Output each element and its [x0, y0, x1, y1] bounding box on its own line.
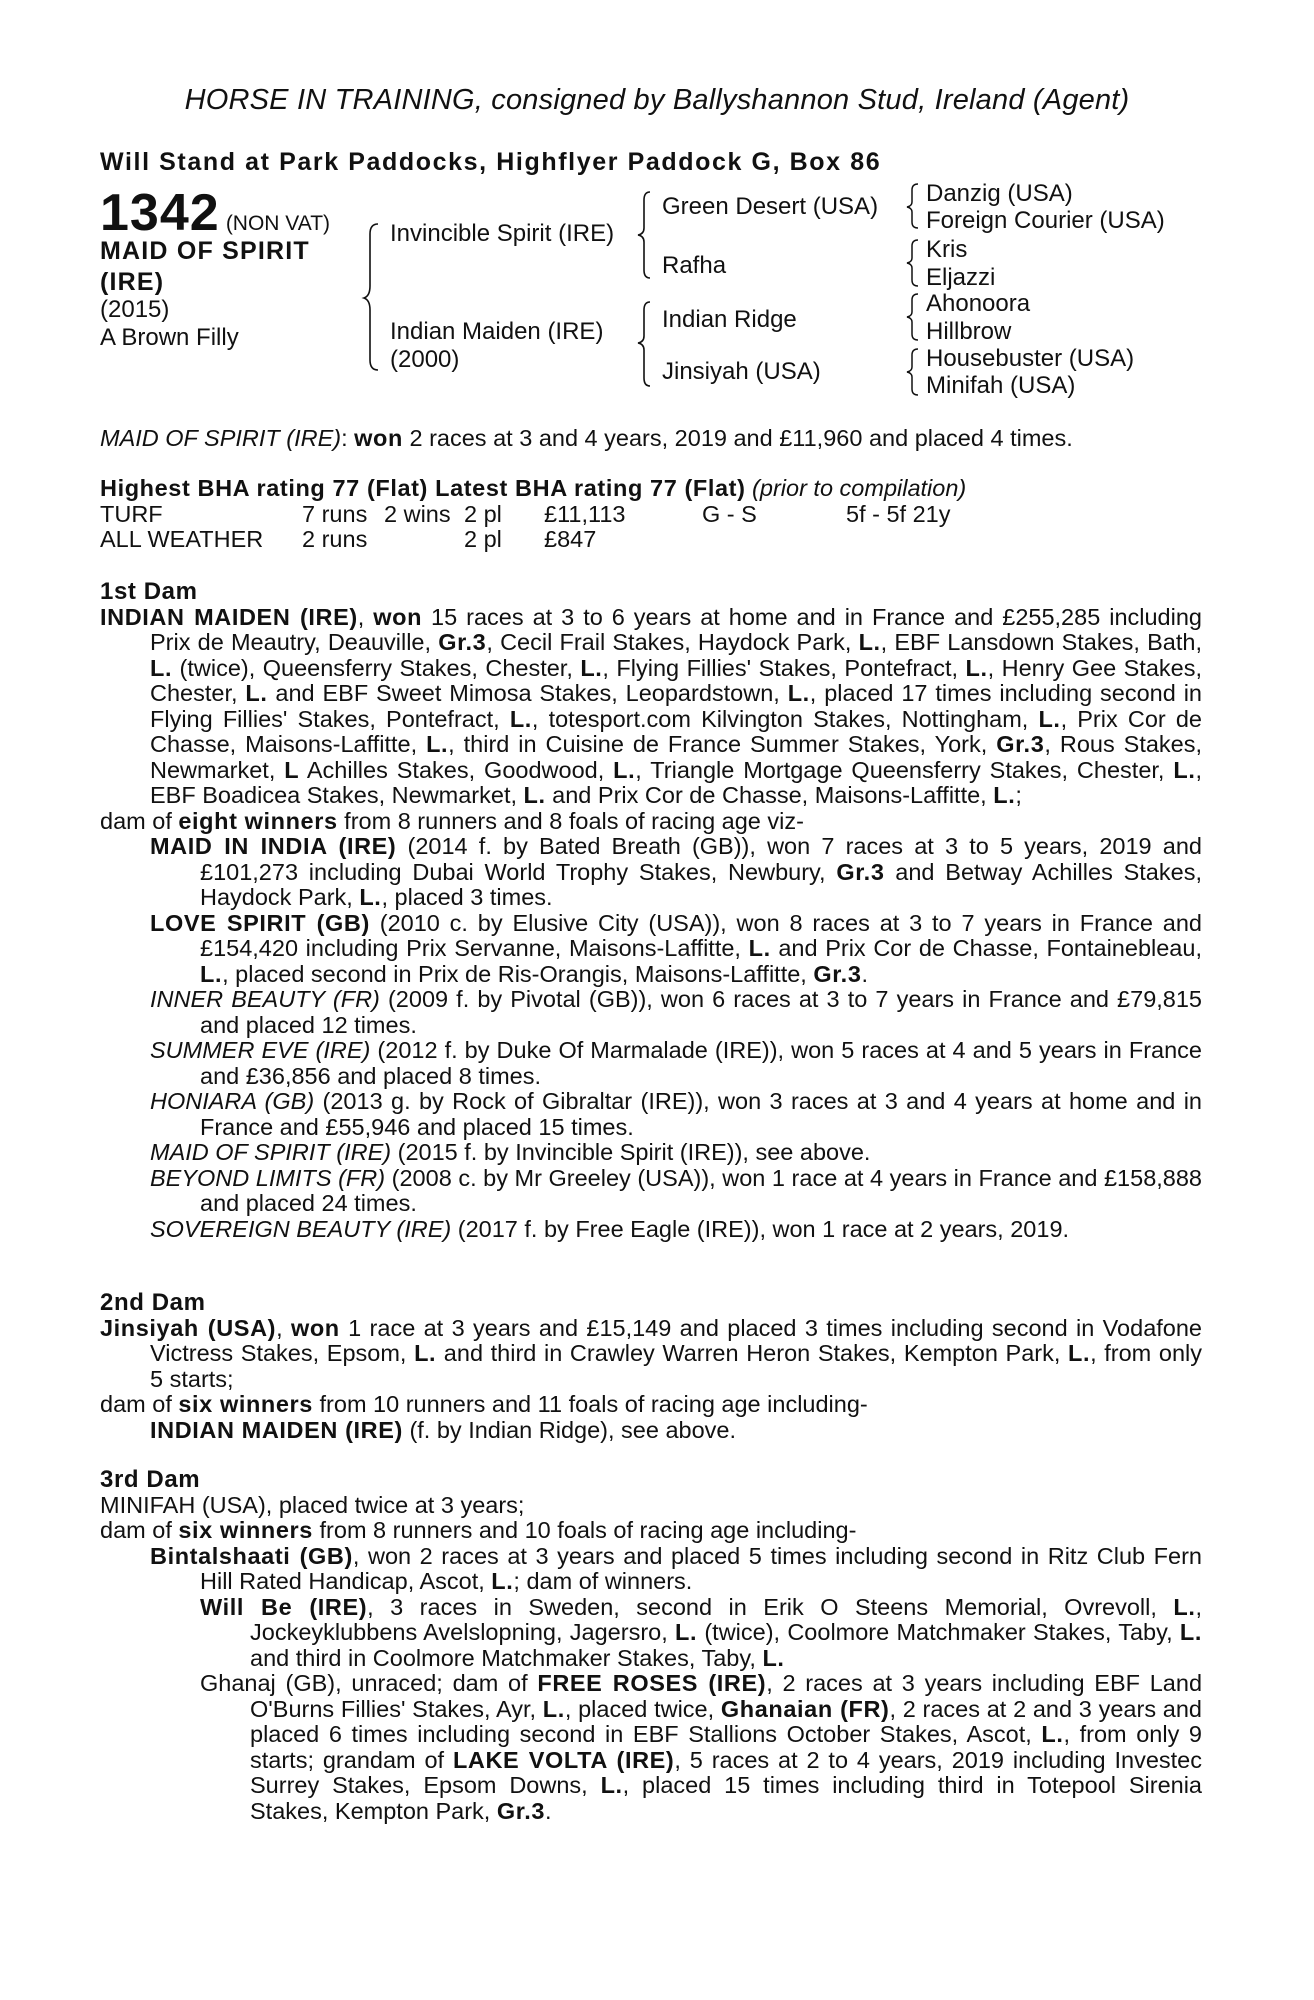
third-dam-record: MINIFAH (USA), placed twice at 3 years; [100, 1491, 525, 1518]
listed-label: L. [1068, 1340, 1091, 1366]
first-dam-record: INDIAN MAIDEN (IRE), won 15 races at 3 to 6 years at home and in France and £255,285 including Prix de Meautry, Deauville, Gr.3, Cecil Frail Stakes, Haydock Park, L., EBF Lansdown Stakes, Bath, L. (twice), Queensferry Stakes, Chester, L., Flying Fillies' Stakes, Pontefract, L., Henry Gee Stakes, Chester, L. and EBF Sweet Mimosa Stakes, Leopardstown, L., placed 17 times including second in Flying Fillies' Stakes, Pontefract, L., totesport.com Kilvington Stakes, Nottingham, L., Prix Cor de Chasse, Maisons-Laffitte, L., third in Cuisine de France Summer Stakes, York, Gr.3, Rous Stakes, Newmarket, L Achilles Stakes, Goodwood, L., Triangle Mortgage Queensferry Stakes, Chester, L., EBF Boadicea Stakes, Newmarket, L. and Prix Cor de Chasse, Maisons-Laffitte, L.; [100, 603, 1203, 808]
grand-progeny-name: Ghanaian (FR) [720, 1695, 890, 1722]
listed-label: L. [993, 782, 1016, 808]
grand-progeny-entry [100, 1595, 1202, 1672]
progeny-entry [100, 1544, 1202, 1595]
sire-line-bracket [636, 190, 656, 280]
sire-dam-bracket [364, 222, 384, 372]
record-runs: 7 runs [302, 500, 368, 527]
sire-dam: Rafha [662, 252, 727, 279]
text: , Flying Fillies' Stakes, Pontefract, [602, 654, 966, 681]
winners-count: eight winners [178, 807, 338, 834]
listed-label: L. [1038, 705, 1061, 732]
progeny-entry [100, 1418, 1202, 1444]
text: dam of [100, 1391, 179, 1417]
record-distance [846, 527, 951, 552]
listed-label: L. [426, 731, 449, 757]
grade-label: Gr.3 [996, 731, 1045, 757]
listed-label: L. [787, 680, 810, 706]
listed-label: L. [600, 1772, 623, 1798]
text: 15 races at 3 to 6 years at home and in France and £255,285 including Prix de Meautry, Deauville, [150, 603, 1202, 655]
g-bracket-4 [906, 347, 922, 397]
progeny-name: MAID OF SPIRIT (IRE) [150, 1139, 392, 1165]
first-dam-produce-summary [100, 809, 1202, 835]
horse-details [100, 296, 239, 352]
progeny-entry [100, 911, 1202, 988]
text: (2013 g. by Rock of Gibraltar (IRE)), won 3 races at 3 and 4 years at home and in France and £55,946 and placed 15 times. [200, 1088, 1202, 1140]
text: , Henry Gee Stakes, Chester, [150, 654, 1203, 706]
listed-label: L. [1173, 756, 1196, 783]
listed-label: L. [150, 654, 173, 681]
summary-horse-name: MAID OF SPIRIT (IRE) [100, 425, 342, 451]
granddam-sire-1: Danzig (USA) [926, 180, 1073, 207]
listed-label: L [284, 756, 300, 783]
third-dam-produce-summary [100, 1518, 1202, 1544]
text: (2014 f. by Bated Breath (GB)), won 7 races at 3 to 5 years, 2019 and £101,273 including Dubai World Trophy Stakes, Newbury, [200, 833, 1202, 885]
text: , EBF Lansdown Stakes, Bath, [880, 629, 1203, 655]
won-label: won [290, 1314, 340, 1341]
progeny-entry [100, 1140, 1202, 1166]
text: , EBF Boadicea Stakes, Newmarket, [150, 756, 1202, 808]
progeny-name: Bintalshaati (GB) [150, 1542, 353, 1569]
granddam-sire-4: Eljazzi [926, 264, 996, 291]
listed-label: L. [542, 1695, 565, 1722]
listed-label: L. [200, 960, 223, 987]
listed-label: L. [491, 1568, 514, 1594]
horse-name [100, 236, 310, 298]
text: ; dam of winners. [513, 1568, 693, 1594]
listed-label: L. [675, 1619, 698, 1645]
listed-label: L. [613, 756, 636, 783]
dam-year: (2000) [390, 346, 460, 373]
text: , 5 races at 2 to 4 years, 2019 including Investec Surrey Stakes, Epsom Downs, [250, 1746, 1202, 1798]
text: , placed 3 times. [381, 884, 553, 910]
listed-label: L. [965, 654, 988, 681]
first-dam-section [100, 579, 1202, 1242]
progeny-name: INNER BEAUTY (FR) [150, 986, 380, 1012]
listed-label: L. [359, 884, 382, 910]
text: from 8 runners and 8 foals of racing age viz- [337, 807, 804, 834]
grade-label: Gr.3 [813, 960, 862, 987]
text: (f. by Indian Ridge), see above. [402, 1416, 737, 1443]
winners-count: six winners [178, 1391, 313, 1417]
record-placed: 2 pl [464, 500, 502, 527]
listed-label: L. [523, 782, 546, 808]
listed-label: L. [1041, 1721, 1064, 1747]
text: , totesport.com Kilvington Stakes, Nottingham, [531, 705, 1039, 732]
grade-label: Gr.3 [836, 858, 885, 885]
listed-label: L. [762, 1644, 785, 1671]
record-distance: 5f - 5f 21y [846, 500, 951, 527]
horse-name-line1: MAID OF SPIRIT [100, 237, 310, 265]
text: (2012 f. by Duke Of Marmalade (IRE)), won 5 races at 4 and 5 years in France and £36,856 and placed 8 times. [200, 1037, 1202, 1089]
first-dam-name: INDIAN MAIDEN (IRE) [100, 603, 358, 630]
text: , 3 races in Sweden, second in Erik O Steens Memorial, Ovrevoll, [367, 1593, 1174, 1620]
horse-name-line2: (IRE) [100, 268, 165, 296]
second-dam-produce-summary [100, 1392, 1202, 1418]
winners-count: six winners [178, 1517, 313, 1543]
second-dam-name: Jinsiyah (USA) [100, 1314, 277, 1341]
record-label: ALL WEATHER [100, 525, 264, 552]
text: (2008 c. by Mr Greeley (USA)), won 1 race at 4 years in France and £158,888 and placed 24 times. [200, 1164, 1202, 1216]
text: ; [1015, 782, 1022, 808]
text: , from only 5 starts; [150, 1340, 1202, 1392]
granddam-sire-6: Hillbrow [926, 318, 1012, 345]
stand-location: Will Stand at Park Paddocks, Highflyer Paddock G, Box 86 [100, 148, 882, 176]
progeny-name: BEYOND LIMITS (FR) [150, 1164, 386, 1191]
text: (2017 f. by Free Eagle (IRE)), won 1 race at 2 years, 2019. [451, 1215, 1070, 1242]
all-weather-row [100, 527, 951, 552]
text: (2010 c. by Elusive City (USA)), won 8 races at 3 to 7 years in France and £154,420 including Prix Servanne, Maisons-Laffitte, [200, 909, 1202, 961]
rating-section [100, 476, 1202, 552]
dam-sire: Indian Ridge [662, 306, 797, 333]
record-money: £847 [544, 525, 597, 552]
text: , Cecil Frail Stakes, Haydock Park, [486, 629, 859, 655]
listed-label: L. [414, 1340, 437, 1366]
progeny-entry [100, 1038, 1202, 1089]
text: , 2 races at 3 years including EBF Land O'Burns Fillies' Stakes, Ayr, [250, 1670, 1203, 1722]
lot-heading [100, 183, 330, 243]
text: Ghanaj (GB), unraced; dam of [200, 1670, 538, 1696]
consignment-line: HORSE IN TRAINING, consigned by Ballyshannon Stud, Ireland (Agent) [184, 84, 1130, 116]
text: and Prix Cor de Chasse, Fontainebleau, [770, 935, 1202, 961]
race-summary [100, 426, 1202, 452]
text: and third in Crawley Warren Heron Stakes, Kempton Park, [436, 1340, 1068, 1366]
lot-number: 1342 [100, 184, 220, 242]
second-dam-heading: 2nd Dam [100, 1289, 206, 1316]
text: , from only 9 starts; grandam of [250, 1721, 1202, 1773]
text: , placed 15 times including third in Totepool Sirenia Stakes, Kempton Park, [250, 1772, 1202, 1824]
text: and Betway Achilles Stakes, Haydock Park, [200, 858, 1202, 910]
listed-label: L. [748, 935, 771, 961]
grade-label: Gr.3 [496, 1797, 546, 1824]
granddam-sire-8: Minifah (USA) [926, 372, 1076, 399]
listed-label: L. [1173, 1593, 1196, 1620]
text: , third in Cuisine de France Summer Stakes, York, [448, 731, 997, 757]
text: , Triangle Mortgage Queensferry Stakes, Chester, [635, 756, 1174, 783]
grand-progeny-name: LAKE VOLTA (IRE) [452, 1746, 675, 1773]
progeny-name: SUMMER EVE (IRE) [150, 1037, 371, 1063]
sire: Invincible Spirit (IRE) [390, 220, 615, 247]
rating-note: (prior to compilation) [745, 475, 967, 501]
listed-label: L. [509, 705, 532, 732]
progeny-name: MAID IN INDIA (IRE) [150, 833, 397, 859]
text: . [545, 1797, 552, 1824]
record-going: G - S [702, 500, 757, 527]
won-label: won [373, 603, 423, 630]
dam-dam: Jinsiyah (USA) [662, 358, 821, 385]
text: , 2 races at 2 and 3 years and placed 6 times including second in EBF Stallions October Stakes, Ascot, [250, 1695, 1203, 1747]
progeny-name: HONIARA (GB) [150, 1088, 315, 1114]
text: and Prix Cor de Chasse, Maisons-Laffitte, [545, 782, 994, 808]
sire-sire: Green Desert (USA) [662, 193, 879, 220]
text: (twice), Coolmore Matchmaker Stakes, Taby, [697, 1619, 1180, 1645]
text: and EBF Sweet Mimosa Stakes, Leopardstown, [267, 680, 788, 706]
race-record-table [100, 502, 951, 552]
progeny-name: LOVE SPIRIT (GB) [150, 909, 370, 936]
vat-status: (NON VAT) [225, 212, 331, 235]
record-runs: 2 runs [302, 525, 368, 552]
horse-description: A Brown Filly [100, 324, 239, 351]
record-label: TURF [100, 500, 163, 527]
text: Achilles Stakes, Goodwood, [299, 756, 614, 783]
granddam-sire-5: Ahonoora [926, 290, 1031, 317]
text: (2015 f. by Invincible Spirit (IRE)), see above. [391, 1139, 871, 1165]
text: 1 race at 3 years and £15,149 and placed 3 times including second in Vodafone Victress Stakes, Epsom, [150, 1314, 1202, 1366]
text: , placed 17 times including second in Flying Fillies' Stakes, Pontefract, [150, 680, 1202, 732]
second-dam-record: Jinsiyah (USA), won 1 race at 3 years and £15,149 and placed 3 times including second in Vodafone Victress Stakes, Epsom, L. and third in Crawley Warren Heron Stakes, Kempton Park, L., from only 5 starts; [100, 1314, 1202, 1392]
text: dam of [100, 1517, 179, 1543]
dam-line-bracket [636, 300, 656, 388]
record-wins: 2 wins [384, 500, 451, 527]
progeny-entry [100, 1166, 1202, 1217]
record-placed: 2 pl [464, 525, 502, 552]
summary-colon: : [341, 425, 355, 451]
turf-row [100, 502, 951, 527]
progeny-entry [100, 834, 1202, 911]
text: , won 2 races at 3 years and placed 5 times including second in Ritz Club Fern Hill Rated Handicap, Ascot, [200, 1542, 1202, 1594]
dam-name: Indian Maiden (IRE) [390, 318, 604, 345]
listed-label: L. [858, 629, 881, 655]
third-dam-section [100, 1467, 1202, 1824]
summary-won: won [354, 425, 403, 451]
text: , Rous Stakes, Newmarket, [150, 731, 1203, 783]
record-going [702, 527, 846, 552]
progeny-name: INDIAN MAIDEN (IRE) [150, 1416, 403, 1443]
dam [390, 318, 603, 374]
granddam-sire-3: Kris [926, 236, 968, 263]
listed-label: L. [580, 654, 603, 681]
progeny-entry [100, 987, 1202, 1038]
text: (2009 f. by Pivotal (GB)), won 6 races at 3 to 7 years in France and £79,815 and placed 12 times. [200, 986, 1202, 1038]
second-dam-section [100, 1290, 1202, 1443]
first-dam-heading: 1st Dam [100, 578, 198, 605]
g-bracket-3 [906, 292, 922, 342]
text: from 10 runners and 11 foals of racing age including- [312, 1391, 868, 1417]
g-bracket-1 [906, 182, 922, 230]
record-money: £11,113 [544, 500, 626, 527]
listed-label: L. [245, 680, 268, 706]
summary-text: 2 races at 3 and 4 years, 2019 and £11,960 and placed 4 times. [402, 425, 1073, 451]
text: and third in Coolmore Matchmaker Stakes, Taby, [250, 1644, 763, 1671]
text: , placed twice, [564, 1695, 721, 1722]
text: (twice), Queensferry Stakes, Chester, [172, 654, 581, 681]
grand-progeny-name: FREE ROSES (IRE) [537, 1670, 767, 1696]
third-dam-heading: 3rd Dam [100, 1466, 201, 1493]
text: . [861, 960, 869, 987]
grand-progeny-name: Will Be (IRE) [200, 1593, 368, 1620]
grade-label: Gr.3 [438, 629, 487, 655]
grand-progeny-entry [100, 1671, 1202, 1824]
progeny-entry [100, 1217, 1202, 1243]
record-wins [384, 527, 464, 552]
text: , Prix Cor de Chasse, Maisons-Laffitte, [150, 705, 1202, 757]
text: , placed second in Prix de Ris-Orangis, Maisons-Laffitte, [222, 960, 814, 987]
bha-rating: Highest BHA rating 77 (Flat) Latest BHA rating 77 (Flat) [100, 475, 746, 501]
g-bracket-2 [906, 238, 922, 288]
text: from 8 runners and 10 foals of racing age including- [312, 1517, 857, 1543]
granddam-sire-2: Foreign Courier (USA) [926, 207, 1165, 234]
progeny-name: SOVEREIGN BEAUTY (IRE) [150, 1215, 452, 1242]
foaling-year: (2015) [100, 296, 170, 323]
granddam-sire-7: Housebuster (USA) [926, 345, 1135, 372]
text: dam of [100, 807, 179, 834]
listed-label: L. [1179, 1619, 1202, 1645]
text: , Jockeyklubbens Avelslopning, Jagersro, [250, 1593, 1202, 1645]
progeny-entry [100, 1089, 1202, 1140]
